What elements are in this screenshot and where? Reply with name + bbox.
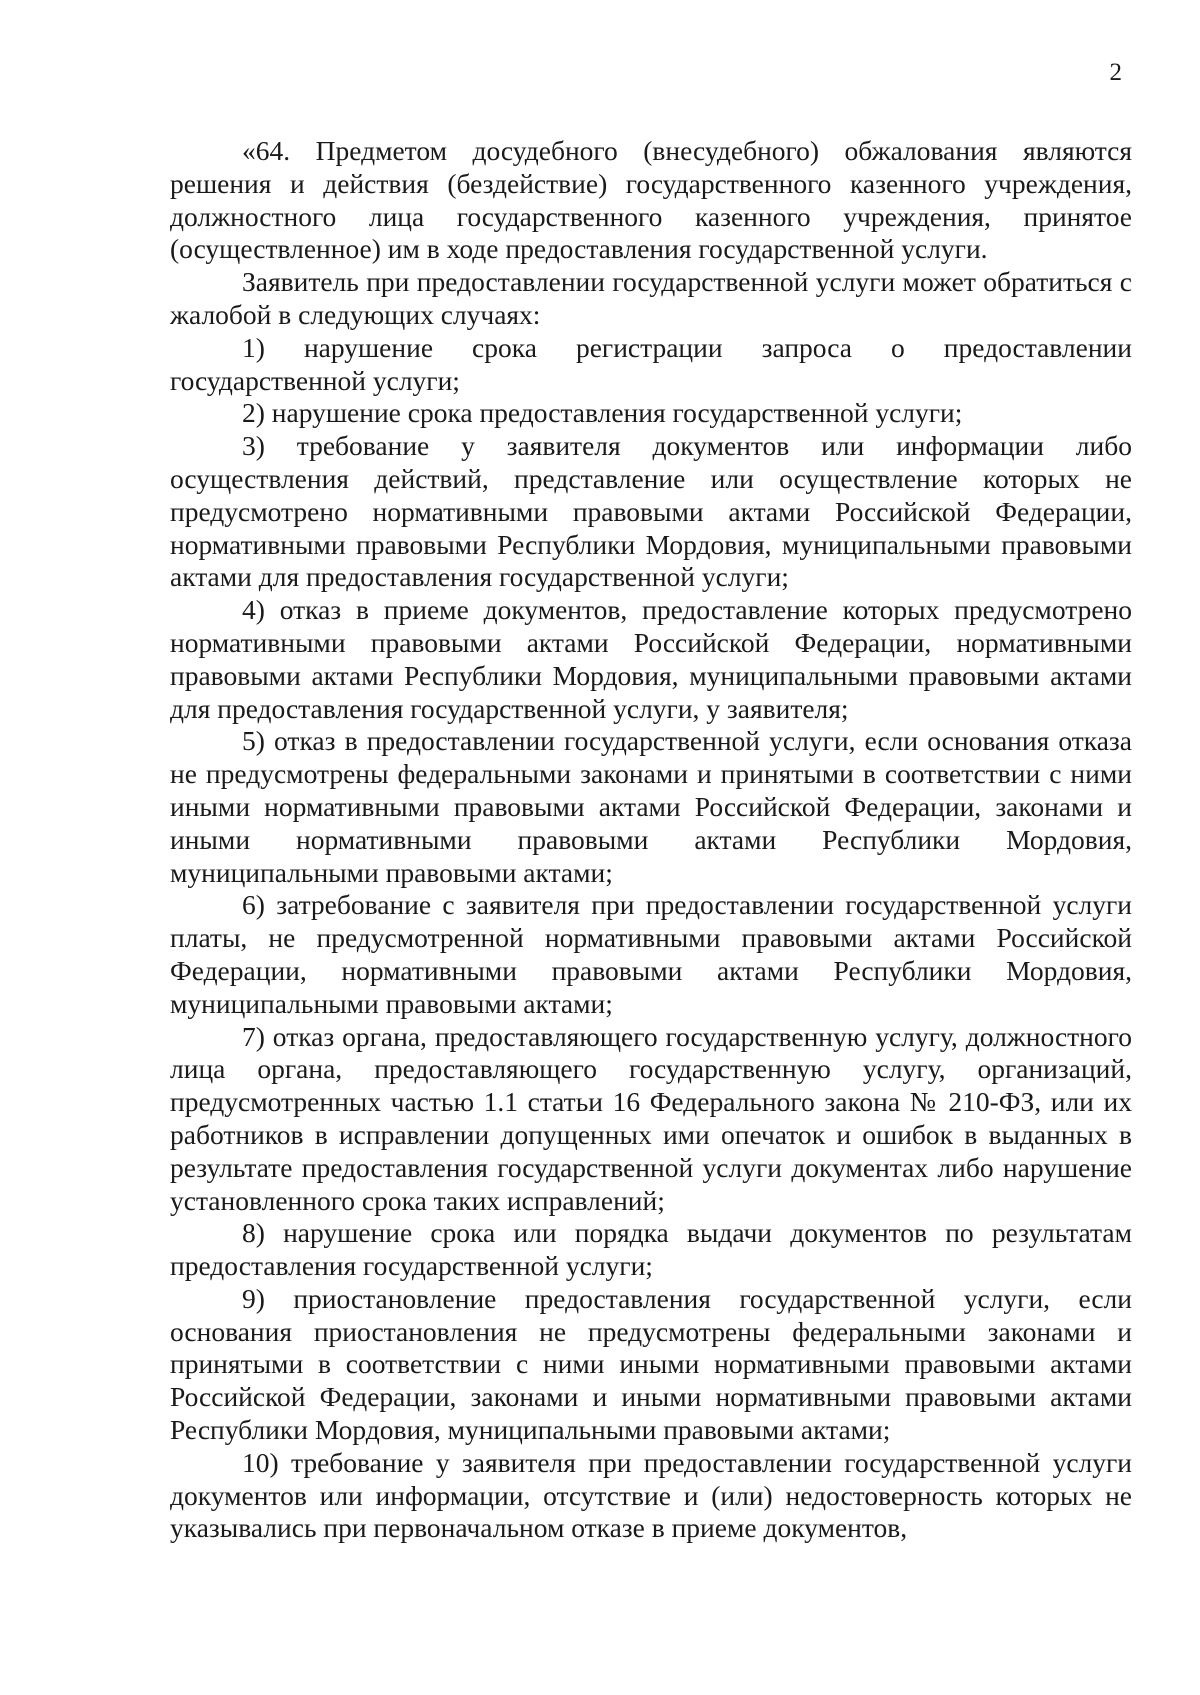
paragraph-applicant-cases: Заявитель при предоставлении государственной услуги может обратиться с жалобой в следующих случаях: bbox=[170, 266, 1132, 330]
document-body bbox=[170, 135, 1132, 1545]
list-item-9: 9) приостановление предоставления государственной услуги, если основания приостановления не предусмотрены федеральными законами и принятыми в соответствии с ними иными нормативными правовыми актами Российской Федерации, законами и иными нормативными правовыми актами Республики Мордовия, муниципальными правовыми актами; bbox=[170, 1282, 1132, 1446]
list-item-2: 2) нарушение срока предоставления государственной услуги; bbox=[242, 397, 963, 429]
list-item-3: 3) требование у заявителя документов или информации либо осуществления действий, представление или осуществление которых не предусмотрено нормативными правовыми актами Российской Федерации, нормативными правовыми Республики Мордовия, муниципальными правовыми актами для предоставления государственной услуги; bbox=[170, 430, 1132, 593]
paragraph-article-64: «64. Предметом досудебного (внесудебного) обжалования являются решения и действия (бездействие) государственного казенного учреждения, должностного лица государственного казенного учреждения, принятое (осуществленное) им в ходе предоставления государственной услуги. bbox=[170, 135, 1132, 265]
list-item-6: 6) затребование с заявителя при предоставлении государственной услуги платы, не предусмотренной нормативными правовыми актами Российской Федерации, нормативными правовыми актами Республики Мордовия, муниципальными правовыми актами; bbox=[170, 889, 1132, 1019]
list-item-7: 7) отказ органа, предоставляющего государственную услугу, должностного лица органа, предоставляющего государственную услугу, организаций, предусмотренных частью 1.1 статьи 16 Федерального закона № 210-ФЗ, или их работников в исправлении допущенных ими опечаток и ошибок в выданных в результате предоставления государственной услуги документах либо нарушение установленного срока таких исправлений; bbox=[170, 1020, 1132, 1216]
list-item-10: 10) требование у заявителя при предоставлении государственной услуги документов или информации, отсутствие и (или) недостоверность которых не указывались при первоначальном отказе в приеме документов, bbox=[170, 1446, 1132, 1544]
list-item-4: 4) отказ в приеме документов, предоставление которых предусмотрено нормативными правовыми актами Российской Федерации, нормативными правовыми актами Республики Мордовия, муниципальными правовыми актами для предоставления государственной услуги, у заявителя; bbox=[170, 594, 1132, 724]
list-item-1: 1) нарушение срока регистрации запроса о предоставлении государственной услуги; bbox=[170, 331, 1132, 396]
page-number: 2 bbox=[1109, 59, 1122, 86]
list-item-5: 5) отказ в предоставлении государственной услуги, если основания отказа не предусмотрены федеральными законами и принятыми в соответствии с ними иными нормативными правовыми актами Российской Федерации, законами и иными нормативными правовыми актами Республики Мордовия, муниципальными правовыми актами; bbox=[170, 725, 1132, 888]
list-item-8: 8) нарушение срока или порядка выдачи документов по результатам предоставления государственной услуги; bbox=[170, 1217, 1132, 1282]
